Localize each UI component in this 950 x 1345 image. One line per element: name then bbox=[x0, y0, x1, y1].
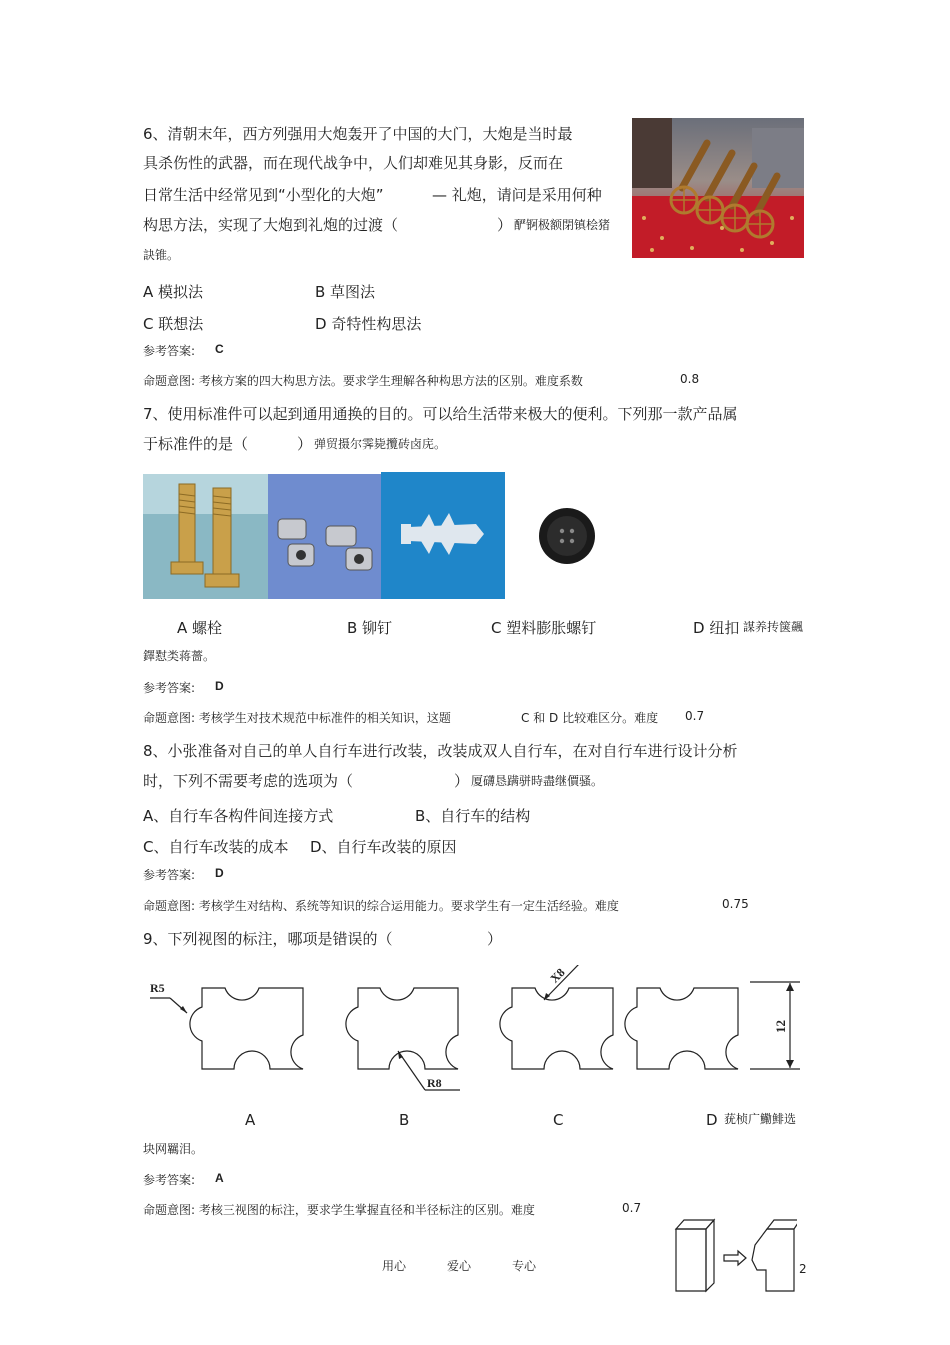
q6-option-d: D 奇特性构思法 bbox=[315, 315, 422, 333]
q8-answer: D bbox=[215, 866, 224, 880]
button-photo bbox=[505, 474, 633, 599]
q8-option-a: A、自行车各构件间连接方式 bbox=[143, 807, 334, 825]
q9-line-1b: ） bbox=[487, 930, 503, 948]
q8-answer-label: 参考答案: bbox=[143, 868, 196, 882]
expansion-anchor-photo bbox=[381, 472, 505, 599]
q6-intent: 命题意图: 考核方案的四大构思方法。要求学生理解各种构思方法的区别。难度系数 bbox=[143, 374, 583, 388]
dim-label-c: X8 bbox=[547, 965, 568, 986]
shape-c bbox=[500, 988, 613, 1069]
dimension-drawings bbox=[140, 965, 820, 1100]
q7-intent: 命题意图: 考核学生对技术规范中标准件的相关知识，这题 bbox=[143, 711, 451, 725]
q7-line-2b: ） bbox=[297, 435, 313, 453]
footer-word-3: 专心 bbox=[512, 1259, 537, 1273]
q7-noise-2: 謀养抟箧飆 bbox=[743, 620, 804, 634]
q6-noise-2: 訣锥。 bbox=[143, 248, 180, 262]
q7-noise-1: 弹贸摄尔霁毙攬砖卤庑。 bbox=[314, 437, 447, 451]
shape-a bbox=[190, 988, 303, 1069]
q6-option-c: C 联想法 bbox=[143, 315, 204, 333]
q8-option-d: D、自行车改装的原因 bbox=[310, 838, 457, 856]
q6-line-2: 具杀伤性的武器，而在现代战争中，人们却难见其身影，反而在 bbox=[143, 154, 564, 172]
q6-option-b: B 草图法 bbox=[315, 283, 376, 301]
q7-difficulty: 0.7 bbox=[685, 709, 705, 723]
q7-option-a: A 螺栓 bbox=[177, 619, 223, 637]
q8-noise-1: 厦礴恳蹒骈時盡继價骚。 bbox=[471, 774, 604, 788]
q6-line-3b: — 礼炮，请问是采用何种 bbox=[432, 186, 602, 204]
q8-line-2a: 时，下列不需要考虑的选项为（ bbox=[143, 772, 354, 790]
q6-answer-label: 参考答案: bbox=[143, 344, 196, 358]
rivet-photo bbox=[268, 474, 381, 599]
footer-word-2: 爱心 bbox=[447, 1259, 472, 1273]
dim-label-b: R8 bbox=[427, 1076, 442, 1090]
bolt-photo bbox=[143, 474, 268, 599]
q7-option-b: B 铆钉 bbox=[347, 619, 393, 637]
q6-difficulty: 0.8 bbox=[680, 372, 700, 386]
q7-option-c: C 塑料膨胀螺钉 bbox=[491, 619, 597, 637]
q7-line-1: 7、使用标准件可以起到通用通换的目的。可以给生活带来极大的便利。下列那一款产品属 bbox=[143, 405, 738, 423]
q6-line-3a: 日常生活中经常见到“小型化的大炮” bbox=[143, 186, 384, 204]
shape-d bbox=[625, 988, 738, 1069]
page-number: 2 bbox=[799, 1262, 807, 1276]
q6-line-4b: ） bbox=[497, 216, 513, 234]
cannon-photo bbox=[632, 118, 804, 258]
q9-noise-2: 块网羈泪。 bbox=[143, 1142, 204, 1156]
q8-option-b: B、自行车的结构 bbox=[415, 807, 531, 825]
q9-label-c: C bbox=[553, 1111, 564, 1129]
q6-line-4a: 构思方法，实现了大炮到礼炮的过渡（ bbox=[143, 216, 399, 234]
q7-answer: D bbox=[215, 679, 224, 693]
q8-line-1: 8、小张准备对自己的单人自行车进行改装，改装成双人自行车，在对自行车进行设计分析 bbox=[143, 742, 738, 760]
q7-line-2a: 于标准件的是（ bbox=[143, 435, 249, 453]
q7-intent-2: C 和 D 比较难区分。难度 bbox=[521, 711, 659, 725]
q9-noise-1: 莸桢广鰳鯡选 bbox=[724, 1112, 797, 1126]
q9-answer-label: 参考答案: bbox=[143, 1173, 196, 1187]
q9-label-d: D bbox=[706, 1111, 718, 1129]
q6-noise-1: 酽锕极额閉镇桧猪 bbox=[514, 218, 611, 232]
q7-answer-label: 参考答案: bbox=[143, 681, 196, 695]
q6-option-a: A 模拟法 bbox=[143, 283, 204, 301]
q9-line-1a: 9、下列视图的标注，哪项是错误的（ bbox=[143, 930, 393, 948]
footer-word-1: 用心 bbox=[382, 1259, 407, 1273]
dim-label-d: 12 bbox=[773, 1020, 788, 1033]
q7-noise-3: 鐸懟类蒋薔。 bbox=[143, 649, 216, 663]
q8-intent: 命题意图: 考核学生对结构、系统等知识的综合运用能力。要求学生有一定生活经验。难度 bbox=[143, 899, 619, 913]
dim-label-a: R5 bbox=[150, 981, 165, 995]
q9-intent: 命题意图: 考核三视图的标注，要求学生掌握直径和半径标注的区别。难度 bbox=[143, 1203, 535, 1217]
q8-line-2b: ） bbox=[454, 772, 470, 790]
q9-label-b: B bbox=[399, 1111, 410, 1129]
q8-difficulty: 0.75 bbox=[722, 897, 749, 911]
q9-label-a: A bbox=[245, 1111, 256, 1129]
q9-difficulty: 0.7 bbox=[622, 1201, 642, 1215]
q6-answer: C bbox=[215, 342, 224, 356]
q9-answer: A bbox=[215, 1171, 224, 1185]
q8-option-c: C、自行车改装的成本 bbox=[143, 838, 289, 856]
block-transform-figure bbox=[672, 1215, 797, 1295]
q7-option-d: D 纽扣 bbox=[693, 619, 740, 637]
q6-line-1: 6、清朝末年，西方列强用大炮轰开了中国的大门，大炮是当时最 bbox=[143, 125, 573, 143]
